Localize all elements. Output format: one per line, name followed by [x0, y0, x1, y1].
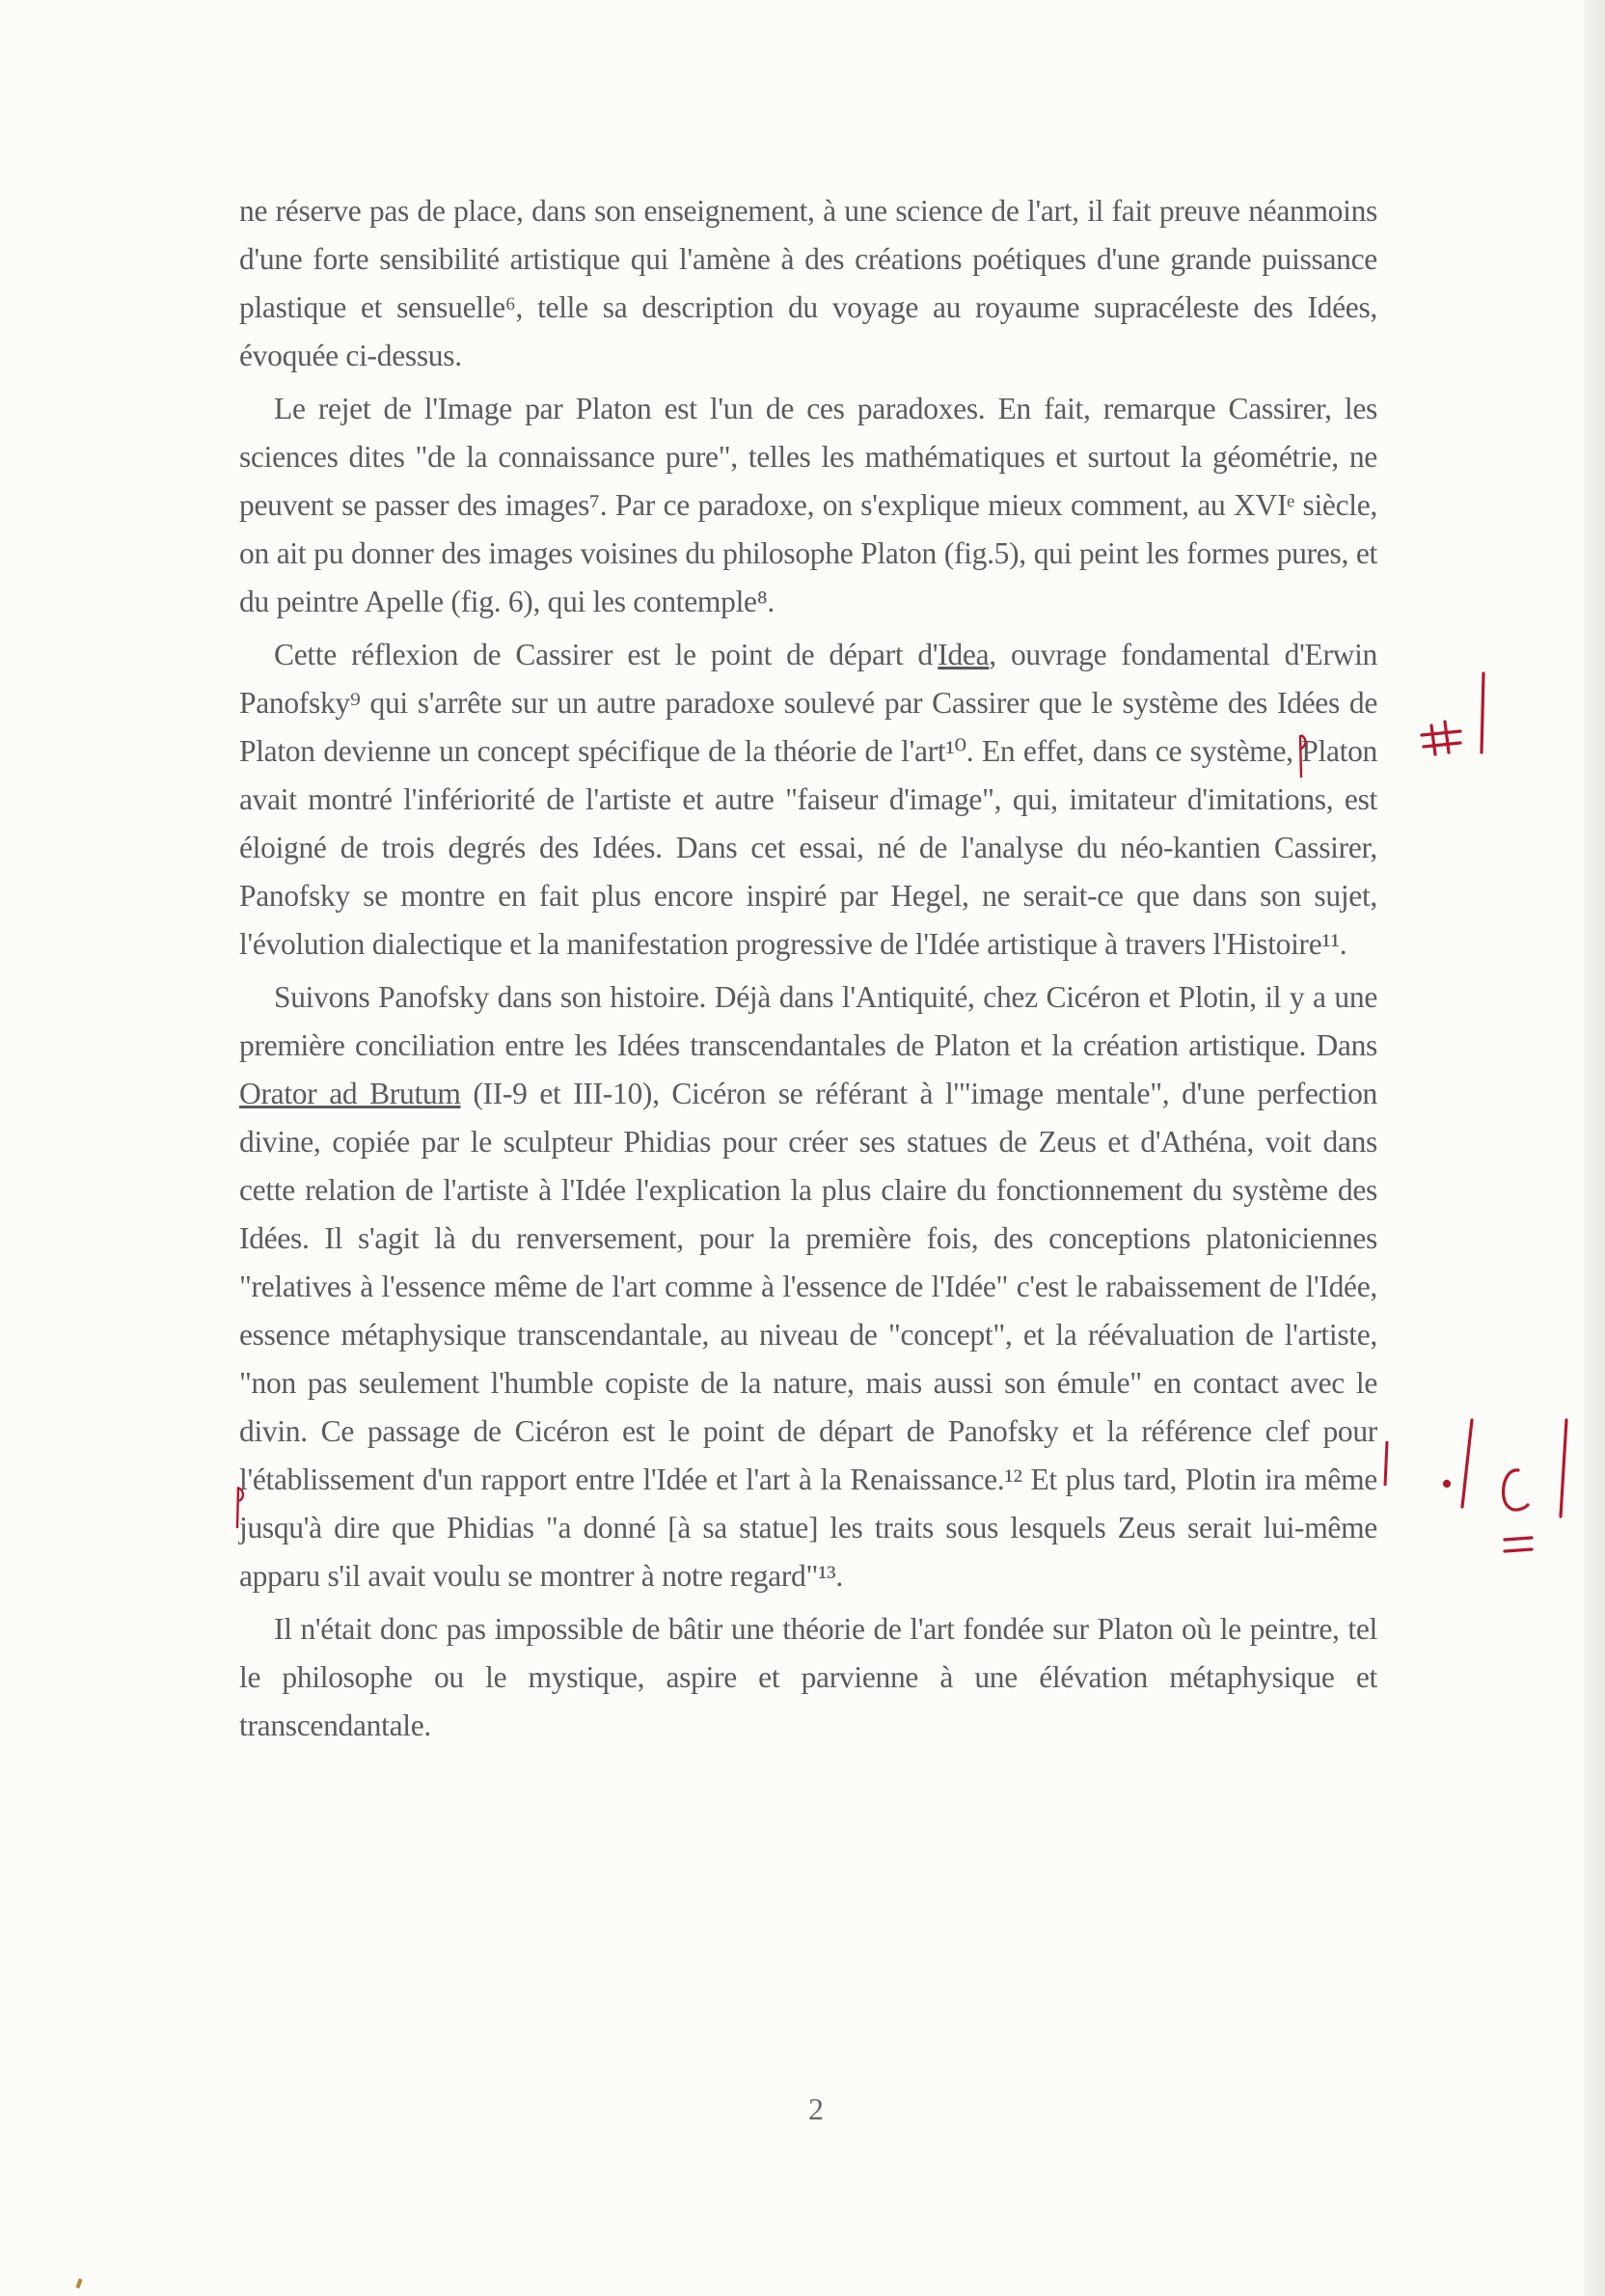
paragraph-4-text-after: (II-9 et III-10), Cicéron se référant à l'"image mentale", d'une perfection divine, copiée par le sculpteur Phidias pour créer ses statues de Zeus et d'Athéna, voit dans cette relation de l'artiste à l'Idée l'explication la plus claire du fonctionnement du système des Idées. Il s'agit là du renversement, pour la première fois, des conceptions platoniciennes "relatives à l'essence même de l'art comme à l'essence de l'Idée" c'est le rabaissement de l'Idée, essence métaphysique transcendantale, au niveau de "concept", et la réévaluation de l'artiste, "non pas seulement l'humble copiste de la nature, mais aussi son émule" en contact avec le divin. Ce passage de Cicéron est le point de départ de Panofsky et la référence clef pour l'établissement d'un rapport entre l'Idée et l'art à la Renaissance.¹² Et plus tard, Plotin ira même jusqu'à dire que Phidias "a donné [à sa statue] les traits sous lesquels Zeus serait lui-même apparu s'il avait voulu se montrer à notre regard"¹³. [239, 1077, 1377, 1593]
lowercase-c-mark-icon [1439, 1410, 1593, 1574]
paragraph-1 [239, 187, 1377, 380]
insertion-mark-1 [1297, 733, 1309, 781]
paragraph-2 [239, 385, 1377, 626]
margin-annotation-1 [1420, 666, 1507, 772]
paragraph-4-text-before: Suivons Panofsky dans son histoire. Déjà dans l'Antiquité, chez Cicéron et Plotin, il y a une première conciliation entre les Idées transcendantales de Platon et la création artistique. Dans [239, 980, 1377, 1062]
page-number: 2 [808, 2091, 824, 2126]
paragraph-1-text: ne réserve pas de place, dans son enseignement, à une science de l'art, il fait preuve néanmoins d'une forte sensibilité artistique qui l'amène à des créations poétiques d'une grande puissance plastique et sensuelle⁶, telle sa description du voyage au royaume supracéleste des Idées, évoquée ci-dessus. [239, 194, 1377, 372]
insertion-mark-2 [1381, 1439, 1393, 1490]
paragraph-3 [239, 631, 1377, 969]
insertion-mark-3 [233, 1486, 247, 1532]
paragraph-2-text: Le rejet de l'Image par Platon est l'un de ces paradoxes. En fait, remarque Cassirer, les sciences dites "de la connaissance pure", telles les mathématiques et surtout la géométrie, ne peuvent se passer des images⁷. Par ce paradoxe, on s'explique mieux comment, au XVIᵉ siècle, on ait pu donner des images voisines du philosophe Platon (fig.5), qui peint les formes pures, et du peintre Apelle (fig. 6), qui les contemple⁸. [239, 392, 1377, 618]
caret-mark-icon [233, 1486, 247, 1532]
paragraph-5 [239, 1605, 1377, 1750]
paragraph-3-text-before: Cette réflexion de Cassirer est le point de départ d' [274, 638, 939, 671]
caret-mark-icon [1297, 733, 1309, 781]
caret-mark-icon [1381, 1439, 1393, 1490]
paragraph-4 [239, 973, 1377, 1600]
book-title-idea: Idea [938, 638, 990, 671]
paragraph-5-text: Il n'était donc pas impossible de bâtir une théorie de l'art fondée sur Platon où le peintre, tel le philosophe ou le mystique, aspire et parvienne à une élévation métaphysique et transcendantale. [239, 1612, 1377, 1742]
body-text [239, 187, 1377, 1755]
book-title-orator: Orator ad Brutum [239, 1077, 461, 1110]
margin-annotation-2 [1439, 1410, 1593, 1574]
hash-slash-mark-icon [1420, 666, 1507, 772]
paragraph-3-text-after: , ouvrage fondamental d'Erwin Panofsky⁹ qui s'arrête sur un autre paradoxe soulevé par Cassirer que le système des Idées de Platon devienne un concept spécifique de la théorie de l'art¹⁰. En effet, dans ce système, Platon avait montré l'infériorité de l'artiste et autre "faiseur d'image", qui, imitateur d'imitations, est éloigné de trois degrés des Idées. Dans cet essai, né de l'analyse du néo-kantien Cassirer, Panofsky se montre en fait plus encore inspiré par Hegel, ne serait-ce que dans son sujet, l'évolution dialectique et la manifestation progressive de l'Idée artistique à travers l'Histoire¹¹. [239, 638, 1377, 961]
page-edge [1584, 0, 1605, 2296]
stray-ink-mark [75, 2279, 82, 2289]
